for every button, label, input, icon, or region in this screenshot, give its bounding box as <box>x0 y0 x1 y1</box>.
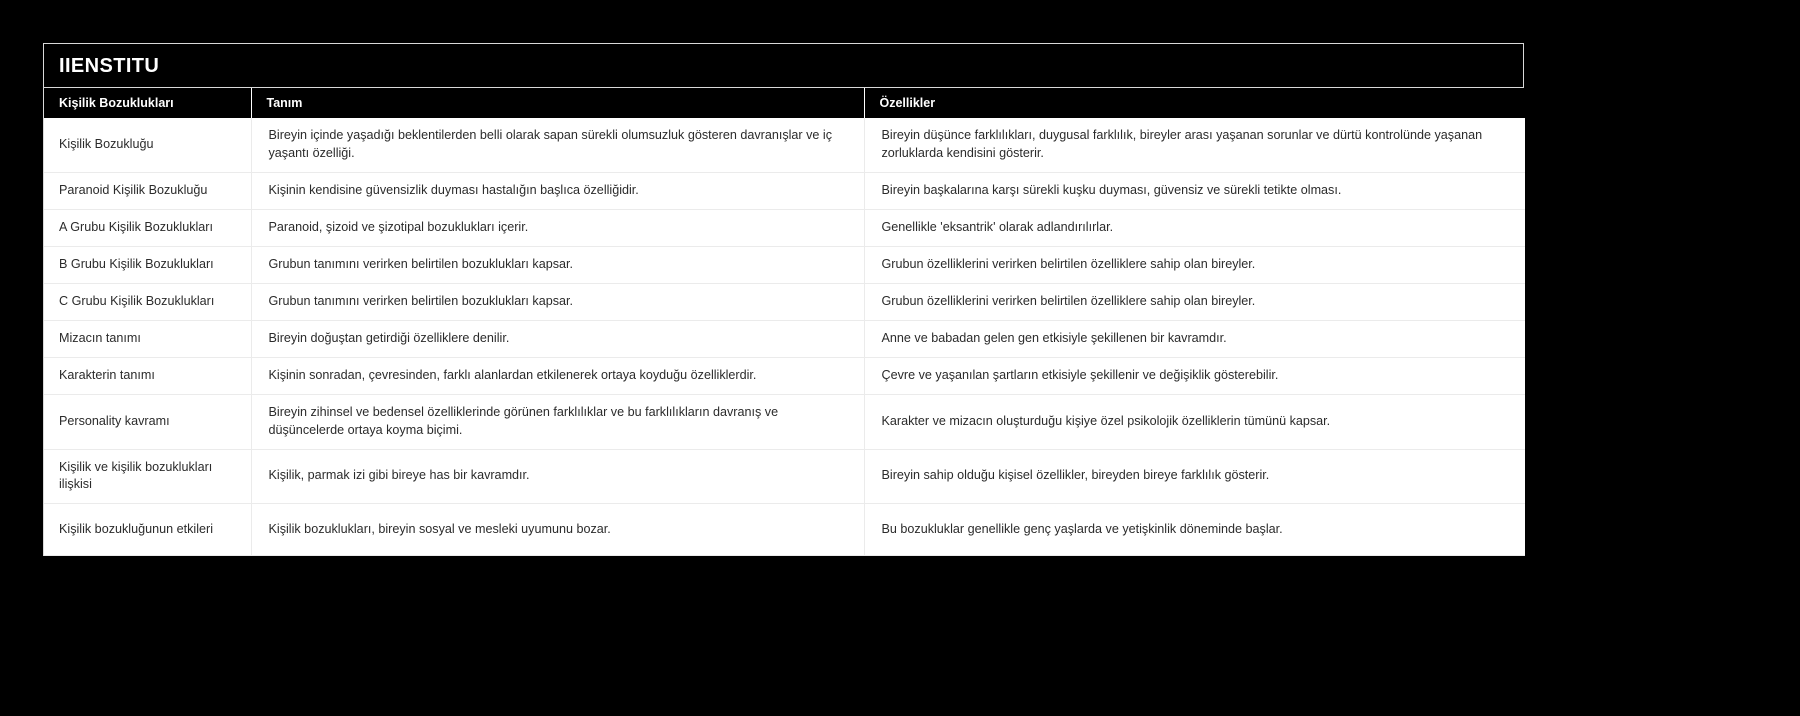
table-row <box>44 320 1525 357</box>
table-row <box>44 283 1525 320</box>
cell-term: B Grubu Kişilik Bozuklukları <box>44 246 251 283</box>
table-row <box>44 449 1525 504</box>
cell-definition: Kişilik, parmak izi gibi bireye has bir kavramdır. <box>251 449 864 504</box>
cell-term: A Grubu Kişilik Bozuklukları <box>44 209 251 246</box>
cell-properties: Bu bozukluklar genellikle genç yaşlarda ve yetişkinlik döneminde başlar. <box>864 504 1525 556</box>
cell-definition: Grubun tanımını verirken belirtilen bozuklukları kapsar. <box>251 283 864 320</box>
cell-properties: Bireyin sahip olduğu kişisel özellikler, bireyden bireye farklılık gösterir. <box>864 449 1525 504</box>
brand-title: IIENSTITU <box>59 54 160 77</box>
cell-definition: Paranoid, şizoid ve şizotipal bozuklukları içerir. <box>251 209 864 246</box>
cell-definition: Grubun tanımını verirken belirtilen bozuklukları kapsar. <box>251 246 864 283</box>
cell-properties: Bireyin başkalarına karşı sürekli kuşku duyması, güvensiz ve sürekli tetikte olması. <box>864 172 1525 209</box>
cell-term: Karakterin tanımı <box>44 357 251 394</box>
cell-term: Kişilik bozukluğunun etkileri <box>44 504 251 556</box>
cell-term: Kişilik Bozukluğu <box>44 118 251 172</box>
table-row <box>44 172 1525 209</box>
table-row <box>44 394 1525 449</box>
cell-term: Kişilik ve kişilik bozuklukları ilişkisi <box>44 449 251 504</box>
cell-definition: Kişilik bozuklukları, bireyin sosyal ve mesleki uyumunu bozar. <box>251 504 864 556</box>
brand-header <box>44 44 1523 88</box>
cell-definition: Bireyin zihinsel ve bedensel özelliklerinde görünen farklılıklar ve bu farklılıkların davranış ve düşüncelerde ortaya koyma biçimi. <box>251 394 864 449</box>
cell-properties: Karakter ve mizacın oluşturduğu kişiye özel psikolojik özelliklerin tümünü kapsar. <box>864 394 1525 449</box>
table-row <box>44 246 1525 283</box>
personality-disorders-table <box>44 88 1525 556</box>
cell-properties: Grubun özelliklerini verirken belirtilen özelliklere sahip olan bireyler. <box>864 246 1525 283</box>
table-row <box>44 209 1525 246</box>
table-row <box>44 118 1525 172</box>
column-header-term: Kişilik Bozuklukları <box>44 88 251 118</box>
table-row <box>44 357 1525 394</box>
table-header-row <box>44 88 1525 118</box>
cell-definition: Kişinin kendisine güvensizlik duyması hastalığın başlıca özelliğidir. <box>251 172 864 209</box>
cell-properties: Bireyin düşünce farklılıkları, duygusal farklılık, bireyler arası yaşanan sorunlar ve dürtü kontrolünde yaşanan zorluklarda kendisini gösterir. <box>864 118 1525 172</box>
table-body <box>44 118 1525 556</box>
cell-definition: Bireyin doğuştan getirdiği özelliklere denilir. <box>251 320 864 357</box>
cell-properties: Genellikle 'eksantrik' olarak adlandırılırlar. <box>864 209 1525 246</box>
cell-term: C Grubu Kişilik Bozuklukları <box>44 283 251 320</box>
cell-term: Personality kavramı <box>44 394 251 449</box>
cell-term: Paranoid Kişilik Bozukluğu <box>44 172 251 209</box>
table-card <box>43 43 1524 556</box>
table-row <box>44 504 1525 556</box>
cell-term: Mizacın tanımı <box>44 320 251 357</box>
column-header-definition: Tanım <box>251 88 864 118</box>
cell-properties: Grubun özelliklerini verirken belirtilen özelliklere sahip olan bireyler. <box>864 283 1525 320</box>
cell-properties: Anne ve babadan gelen gen etkisiyle şekillenen bir kavramdır. <box>864 320 1525 357</box>
cell-definition: Bireyin içinde yaşadığı beklentilerden belli olarak sapan sürekli olumsuzluk gösteren davranışlar ve iç yaşantı özelliği. <box>251 118 864 172</box>
table-head <box>44 88 1525 118</box>
cell-properties: Çevre ve yaşanılan şartların etkisiyle şekillenir ve değişiklik gösterebilir. <box>864 357 1525 394</box>
column-header-properties: Özellikler <box>864 88 1525 118</box>
cell-definition: Kişinin sonradan, çevresinden, farklı alanlardan etkilenerek ortaya koyduğu özelliklerdir. <box>251 357 864 394</box>
